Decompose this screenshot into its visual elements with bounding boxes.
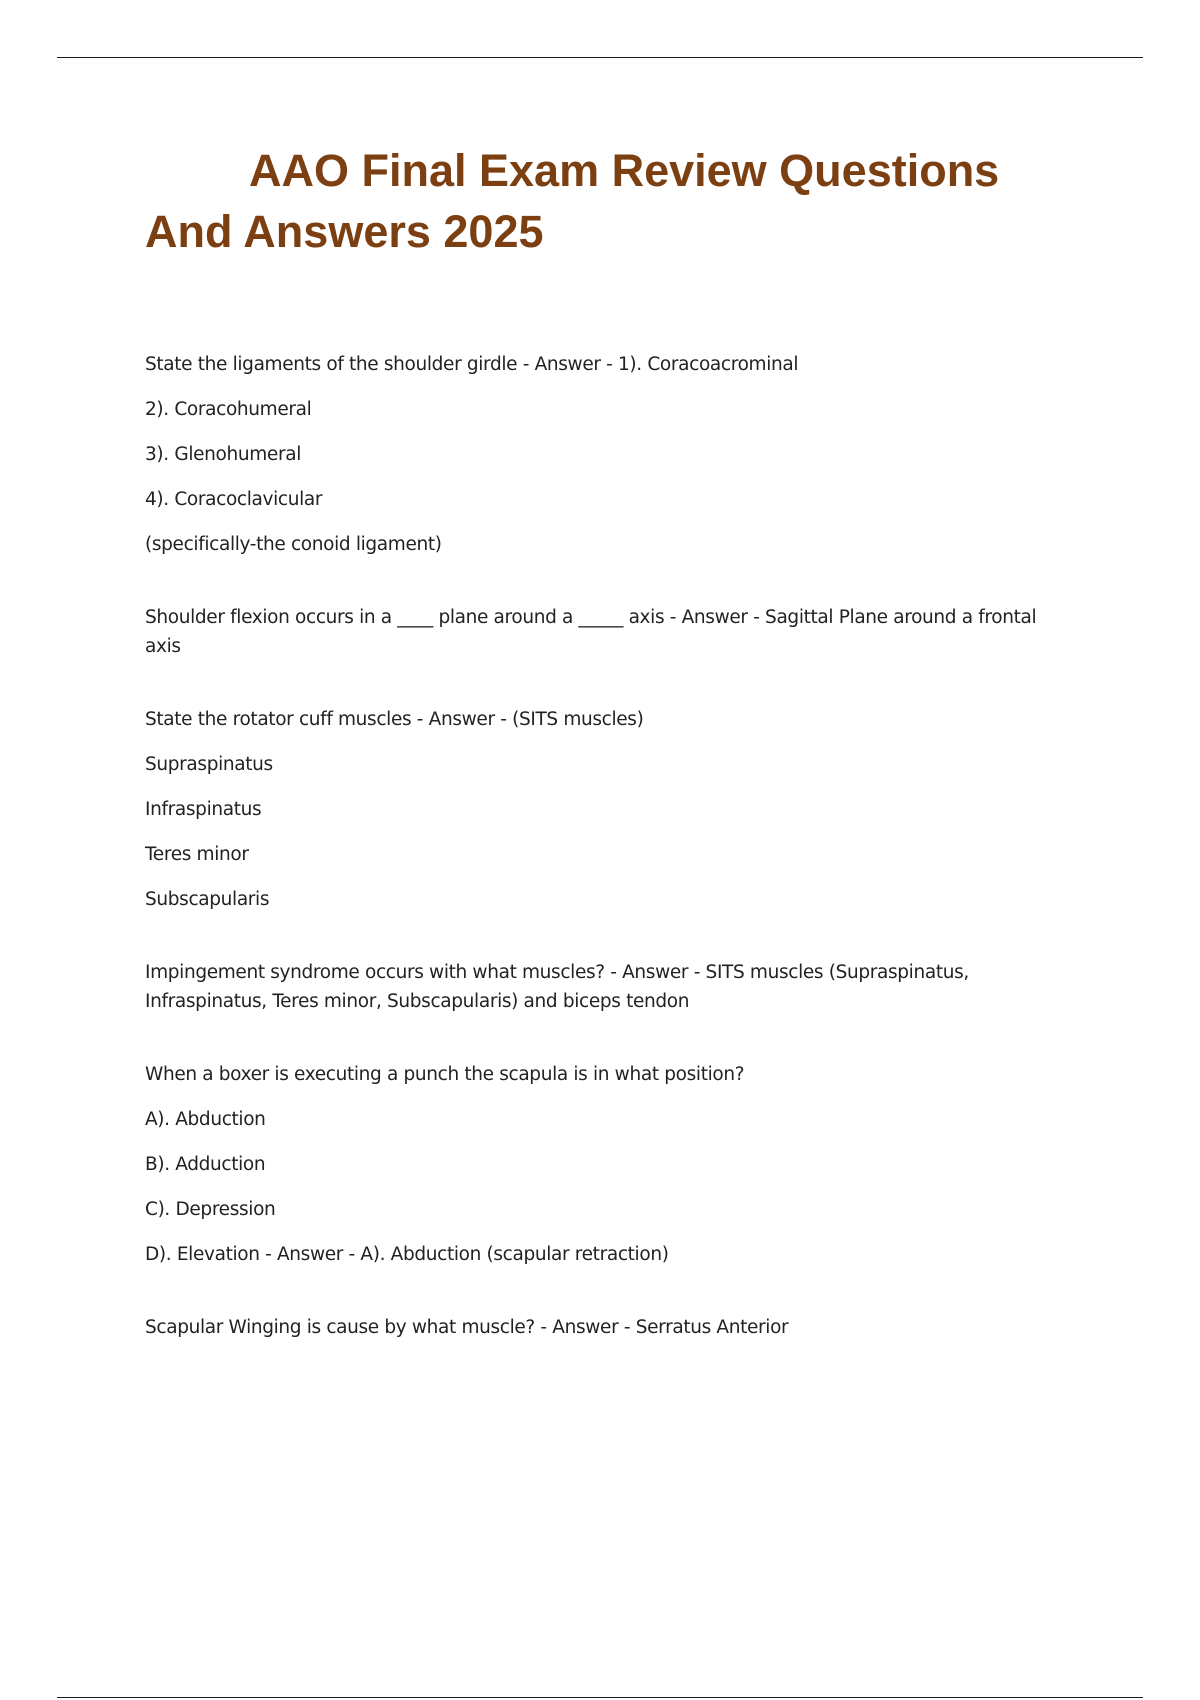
qa-line: B). Adduction xyxy=(145,1154,266,1175)
qa-line: Teres minor xyxy=(145,844,249,865)
qa-line: Impingement syndrome occurs with what muscles? - Answer - SITS muscles (Supraspinatus, Infraspinatus, Teres minor, Subscapularis) and biceps tendon xyxy=(145,962,969,1012)
qa-line: 2). Coracohumeral xyxy=(145,399,312,420)
qa-line: Scapular Winging is cause by what muscle? - Answer - Serratus Anterior xyxy=(145,1317,789,1338)
qa-list xyxy=(145,350,1065,1342)
qa-item-impingement xyxy=(145,958,1065,1016)
qa-line: D). Elevation - Answer - A). Abduction (scapular retraction) xyxy=(145,1244,669,1265)
qa-line: (specifically-the conoid ligament) xyxy=(145,534,442,555)
qa-line: C). Depression xyxy=(145,1199,276,1220)
qa-item-shoulder-flexion xyxy=(145,603,1065,661)
document-body xyxy=(145,140,1065,1386)
document-title: AAO Final Exam Review Questions And Answers 2025 xyxy=(145,145,1000,257)
footer-rule xyxy=(57,1697,1143,1698)
qa-item-rotator-cuff xyxy=(145,705,1065,914)
qa-line: When a boxer is executing a punch the scapula is in what position? xyxy=(145,1064,745,1085)
qa-item-shoulder-ligaments xyxy=(145,350,1065,559)
qa-line: Shoulder flexion occurs in a ____ plane around a _____ axis - Answer - Sagittal Plane around a frontal axis xyxy=(145,607,1037,657)
header-rule xyxy=(57,57,1143,58)
qa-line: State the ligaments of the shoulder girdle - Answer - 1). Coracoacrominal xyxy=(145,354,799,375)
qa-line: Supraspinatus xyxy=(145,754,273,775)
qa-item-boxer-punch xyxy=(145,1060,1065,1269)
qa-line: 4). Coracoclavicular xyxy=(145,489,323,510)
qa-line: Subscapularis xyxy=(145,889,270,910)
qa-line: 3). Glenohumeral xyxy=(145,444,301,465)
qa-line: A). Abduction xyxy=(145,1109,266,1130)
qa-line: State the rotator cuff muscles - Answer - (SITS muscles) xyxy=(145,709,644,730)
qa-line: Infraspinatus xyxy=(145,799,262,820)
qa-item-scapular-winging xyxy=(145,1313,1065,1342)
